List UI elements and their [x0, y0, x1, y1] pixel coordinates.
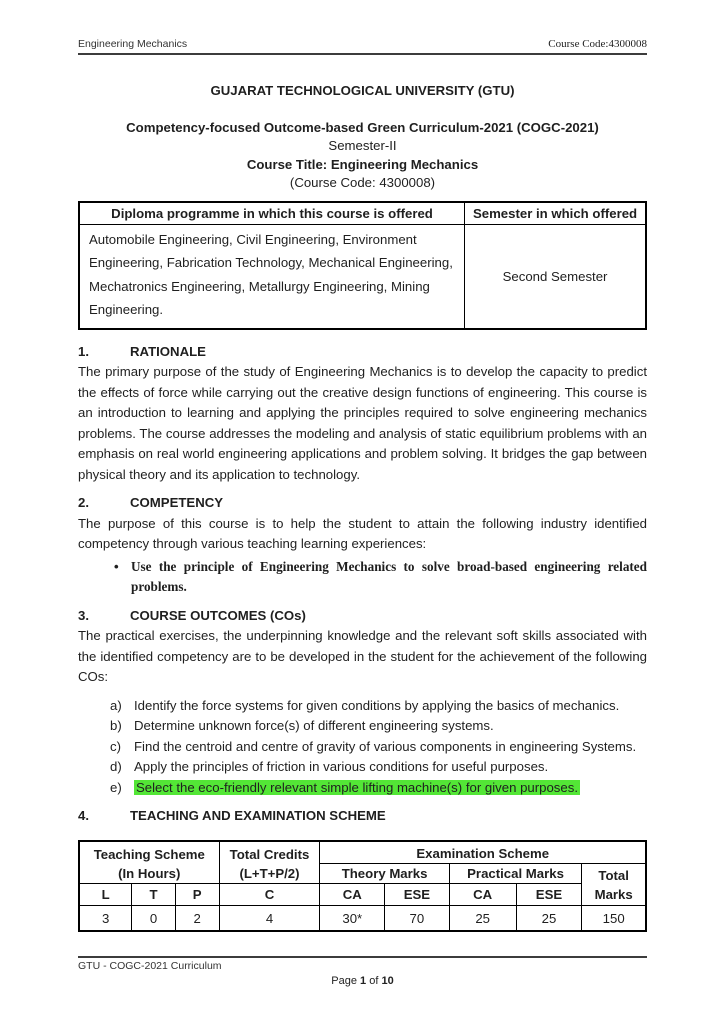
value-theory-ese: 70 [385, 906, 450, 932]
competency-number: 2. [78, 495, 89, 510]
subheader-T: T [132, 884, 176, 906]
competency-heading [78, 493, 647, 513]
total-credits-header [219, 841, 320, 884]
subheader-theory-ese: ESE [385, 884, 450, 906]
semester-cell: Second Semester [465, 224, 646, 329]
offering-col1-header: Diploma programme in which this course is offered [79, 202, 465, 225]
subheader-P: P [175, 884, 219, 906]
offering-table-body-row [79, 224, 646, 329]
offering-table [78, 201, 647, 330]
value-P: 2 [175, 906, 219, 932]
co-item-d-text: Apply the principles of friction in various conditions for useful purposes. [134, 759, 549, 774]
exam-scheme-table [78, 840, 647, 932]
theory-marks-header: Theory Marks [320, 864, 449, 884]
value-L: 3 [79, 906, 132, 932]
subheader-L: L [79, 884, 132, 906]
co-item-a-text: Identify the force systems for given conditions by applying the basics of mechanics. [134, 697, 620, 713]
total-credits-line1: Total Credits [229, 846, 310, 862]
rationale-body: The primary purpose of the study of Engineering Mechanics is to develop the capacity to predict the effects of force while carrying out the creative design functions of engineering. This course is an introduction to learning and applying the principles required to solve engineering mechanics problems. The course addresses the modeling and analysis of static equilibrium problems with an emphasis on real world engineering applications and problem solving. It bridges the gap between physical theory and its application to technology. [78, 364, 647, 482]
footer-curriculum-label: GTU - COGC-2021 Curriculum [78, 960, 222, 972]
competency-body: The purpose of this course is to help the student to attain the following industry identified competency through various teaching learning experiences: [78, 515, 647, 551]
co-item-b-label: b) [110, 718, 122, 733]
co-item-e-label: e) [110, 779, 122, 795]
title-block [78, 82, 647, 193]
offering-table-header-row [79, 202, 646, 225]
section-course-outcomes [78, 606, 647, 799]
co-item-d-label: d) [110, 759, 122, 774]
header-course-code: Course Code:4300008 [548, 38, 647, 50]
value-theory-ca: 30* [320, 906, 385, 932]
examination-scheme-header: Examination Scheme [320, 841, 646, 864]
course-outcomes-body: The practical exercises, the underpinning knowledge and the relevant soft skills associated with the identified competency are to be developed in the student for the achievement of the following COs: [78, 628, 647, 684]
co-item-b-text: Determine unknown force(s) of different engineering systems. [134, 718, 494, 733]
value-practical-ese: 25 [516, 906, 582, 932]
rationale-heading [78, 342, 647, 362]
course-outcomes-list [78, 696, 647, 799]
co-item-e-text [134, 778, 647, 799]
co-item-c-text: Find the centroid and centre of gravity of various components in engineering Systems. [134, 738, 637, 754]
co-item-a [110, 696, 647, 717]
course-title-line: Course Title: Engineering Mechanics [246, 156, 479, 172]
co-item-c-label: c) [110, 738, 121, 754]
section-teaching-exam [78, 806, 647, 932]
co-item-d [110, 757, 647, 778]
competency-heading-label: COMPETENCY [130, 495, 224, 510]
semester-line: Semester-II [328, 138, 397, 153]
co-item-b [110, 716, 647, 737]
value-practical-ca: 25 [449, 906, 516, 932]
total-marks-line1: Total [598, 867, 629, 883]
teaching-exam-heading [78, 806, 647, 826]
total-credits-line2: (L+T+P/2) [239, 865, 300, 881]
competency-bullet-item [78, 557, 647, 598]
page-number: 1 [360, 975, 367, 987]
exam-table-row1 [79, 841, 646, 864]
teaching-exam-number: 4. [78, 808, 89, 823]
subheader-C: C [219, 884, 320, 906]
curriculum-title: Competency-focused Outcome-based Green Curriculum-2021 (COGC-2021) [126, 119, 599, 135]
value-C: 4 [219, 906, 320, 932]
co-item-e [110, 778, 647, 799]
practical-marks-header: Practical Marks [449, 864, 582, 884]
bullet-icon: • [114, 558, 119, 574]
course-code-line: (Course Code: 4300008) [289, 175, 436, 190]
subheader-practical-ese: ESE [516, 884, 582, 906]
co-item-a-label: a) [110, 697, 122, 713]
offering-col2-header: Semester in which offered [465, 202, 646, 225]
page-word: Page [331, 975, 357, 987]
highlighted-text: Select the eco-friendly relevant simple lifting machine(s) for given purposes. [136, 779, 578, 795]
subheader-practical-ca: CA [449, 884, 516, 906]
teaching-scheme-line2: (In Hours) [118, 865, 181, 881]
course-outcomes-heading [78, 606, 647, 626]
rationale-heading-label: RATIONALE [130, 343, 206, 359]
university-title: GUJARAT TECHNOLOGICAL UNIVERSITY (GTU) [210, 83, 515, 98]
teaching-scheme-line1: Teaching Scheme [93, 846, 205, 862]
co-item-c [110, 737, 647, 758]
teaching-exam-heading-label: TEACHING AND EXAMINATION SCHEME [130, 808, 386, 823]
page-footer [78, 956, 647, 987]
page-indicator [78, 975, 647, 987]
subheader-theory-ca: CA [320, 884, 385, 906]
programmes-cell: Automobile Engineering, Civil Engineering, Environment Engineering, Fabrication Technology, Mechanical Engineering, Mechatronics Engineering, Metallurgy Engineering, Mining Engineering. [79, 224, 465, 329]
rationale-number: 1. [78, 343, 89, 359]
course-outcomes-number: 3. [78, 607, 89, 623]
value-total-marks: 150 [582, 906, 646, 932]
page-header [78, 38, 647, 55]
header-course-name: Engineering Mechanics [78, 38, 188, 50]
total-marks-header [582, 864, 646, 906]
course-outcomes-heading-label: COURSE OUTCOMES (COs) [130, 607, 306, 623]
total-marks-line2: Marks [594, 886, 633, 902]
exam-table-values-row [79, 906, 646, 932]
total-pages: 10 [381, 975, 394, 987]
section-competency [78, 493, 647, 598]
of-word: of [369, 975, 379, 987]
value-T: 0 [132, 906, 176, 932]
section-rationale [78, 342, 647, 486]
exam-table-subheader-row [79, 884, 646, 906]
competency-bullet-text: Use the principle of Engineering Mechanics to solve broad-based engineering related problems. [131, 558, 647, 594]
teaching-scheme-header [79, 841, 219, 884]
